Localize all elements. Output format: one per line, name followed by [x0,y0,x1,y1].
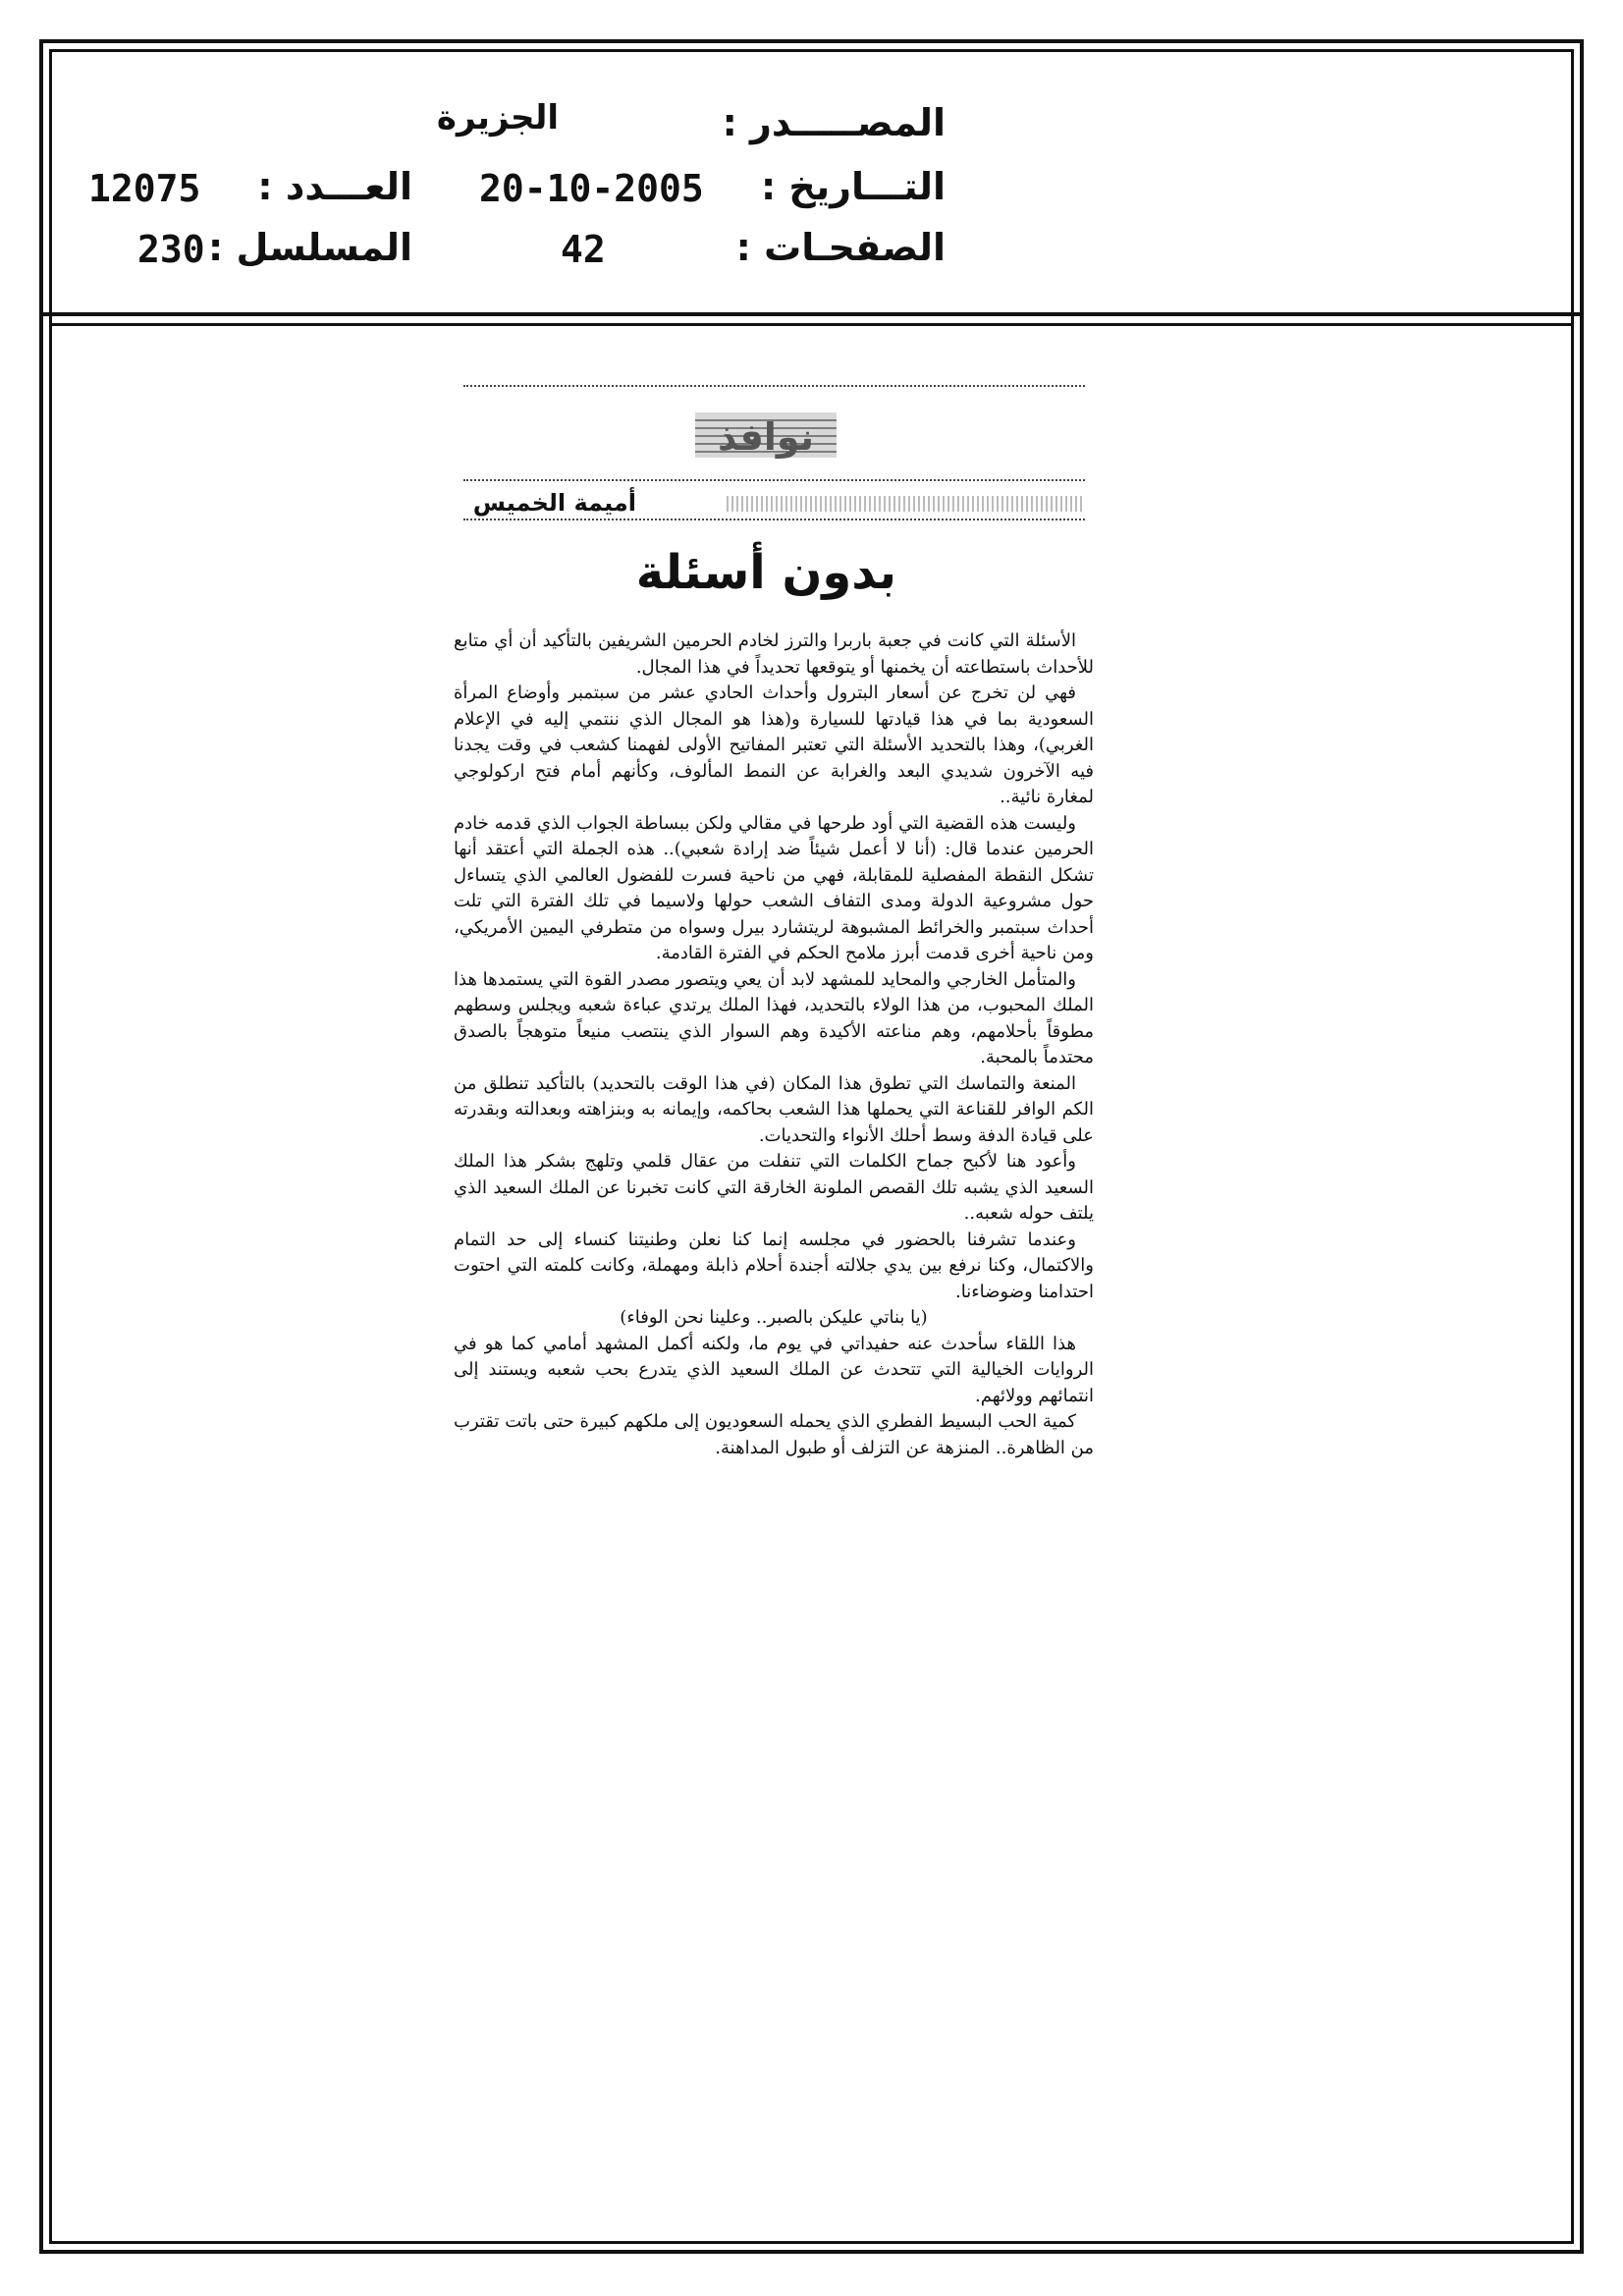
author-band-right [727,496,1085,512]
pages-value: 42 [561,228,606,271]
article-paragraph: وأعود هنا لأكبح جماح الكلمات التي تنفلت من عقال قلمي وتلهج بشكر هذا الملك السعيد الذي يشبه تلك القصص الملونة الخارقة التي كانت تخبرنا عن الملك السعيد الذي يلتف حوله شعبه.. [454,1151,1094,1224]
article-quote: (يا بناتي عليكن بالصبر.. وعلينا نحن الوفاء) [620,1307,928,1328]
source-value: الجزيرة [436,98,559,137]
article-paragraph: والمتأمل الخارجي والمحايد للمشهد لابد أن يعي ويتصور مصدر القوة التي يستمدها هذا الملك المحبوب، من هذا الولاء بالتحديد، فهذا الملك يرتدي عباءة شعبه ويجلس وسطهم مطوقاً بأحلامهم، وهم مناعته الأكيدة وهم السوار الذي ينتصب منيعاً متوهجاً بالصدق محتدماً بالمحبة. [454,968,1094,1067]
author-name: أميمة الخميس [463,489,646,517]
column-logo-text: نوافذ [718,415,814,459]
source-label: المصـــــدر : [722,101,946,144]
date-value: 20-10-2005 [479,167,704,210]
article-paragraph: وليست هذه القضية التي أود طرحها في مقالي ولكن ببساطة الجواب الذي قدمه خادم الحرمين عندما قال: (أنا لا أعمل شيئاً ضد إرادة شعبي).. هذه الجملة التي أعتقد أنها تشكل النقطة المفصلية للمقابلة، فهي من ناحية فسرت للفضول العالمي الذي يتساءل حول مشروعية الدولة ومدى التفاف الشعب حولها ولاسيما في تلك الفترة التي تلت أحداث سبتمبر والخرائط المشبوهة لريتشارد بيرل وسواه من متطرفي اليمين الأمريكي، ومن ناحية أخرى قدمت أبرز ملامح الحكم في الفترة القادمة. [454,812,1094,963]
article-paragraph: وعندما تشرفنا بالحضور في مجلسه إنما كنا نعلن وطنيتنا كنساء إلى حد التمام والاكتمال، وكنا نرفع بين يدي جلالته أجندة أحلام ذابلة ومهملة، وكانت كلمته التي احتوت احتدامنا وضوضاءنا. [454,1229,1094,1302]
header-divider-inner [49,323,1574,326]
article-body [454,629,1094,1461]
serial-value: 230 [137,228,205,271]
article-paragraph: هذا اللقاء سأحدث عنه حفيداتي في يوم ما، ولكنه أكمل المشهد أمامي كما هو في الروايات الخيالية التي تتحدث عن الملك السعيد الذي يتدرع بحب شعبه ويستند إلى انتمائهم وولائهم. [454,1333,1094,1406]
date-label: التـــاريخ : [761,165,946,208]
pages-label: الصفحـات : [735,226,946,269]
issue-label: العـــدد : [257,165,412,208]
article-paragraph: الأسئلة التي كانت في جعبة باربرا والترز لخادم الحرمين الشريفين بالتأكيد أن أي متابع للأحداث باستطاعته أن يخمنها أو يتوقعها تحديداً في هذا المجال. [454,630,1094,678]
column-top-rule [463,385,1085,387]
column-bottom-rule [463,519,1085,520]
article-headline: بدون أسئلة [635,545,896,600]
header-divider [39,312,1584,316]
serial-label: المسلسل : [208,226,412,269]
article-paragraph: فهي لن تخرج عن أسعار البترول وأحداث الحادي عشر من سبتمبر وأوضاع المرأة السعودية بما في هذا قيادتها للسيارة و(هذا هو المجال الذي ننتمي إليه في الإعلام الغربي)، وهذا بالتحديد الأسئلة التي تعتبر المفاتيح الأولى لفهمنا كشعب في وقت يجدنا فيه الآخرون شديدي البعد والغرابة عن النمط المألوف، وكأنهم أمام فتح اركولوجي لمغارة نائية.. [454,683,1094,807]
column-logo [687,401,844,469]
issue-value: 12075 [88,167,201,210]
column-mid-rule [463,479,1085,481]
article-paragraph: كمية الحب البسيط الفطري الذي يحمله السعوديون إلى ملكهم كبيرة حتى باتت تقترب من الظاهرة.. المنزهة عن التزلف أو طبول المداهنة. [454,1411,1094,1458]
column-logo-icon [687,401,844,469]
article-paragraph: المنعة والتماسك التي تطوق هذا المكان (في هذا الوقت بالتحديد) بالتأكيد تنطلق من الكم الوافر للقناعة التي يحملها هذا الشعب بحاكمه، وإيمانه به وبنزاهته وبعدالته وبقدرته على قيادة الدفة وسط أحلك الأنواء والتحديات. [454,1072,1094,1146]
